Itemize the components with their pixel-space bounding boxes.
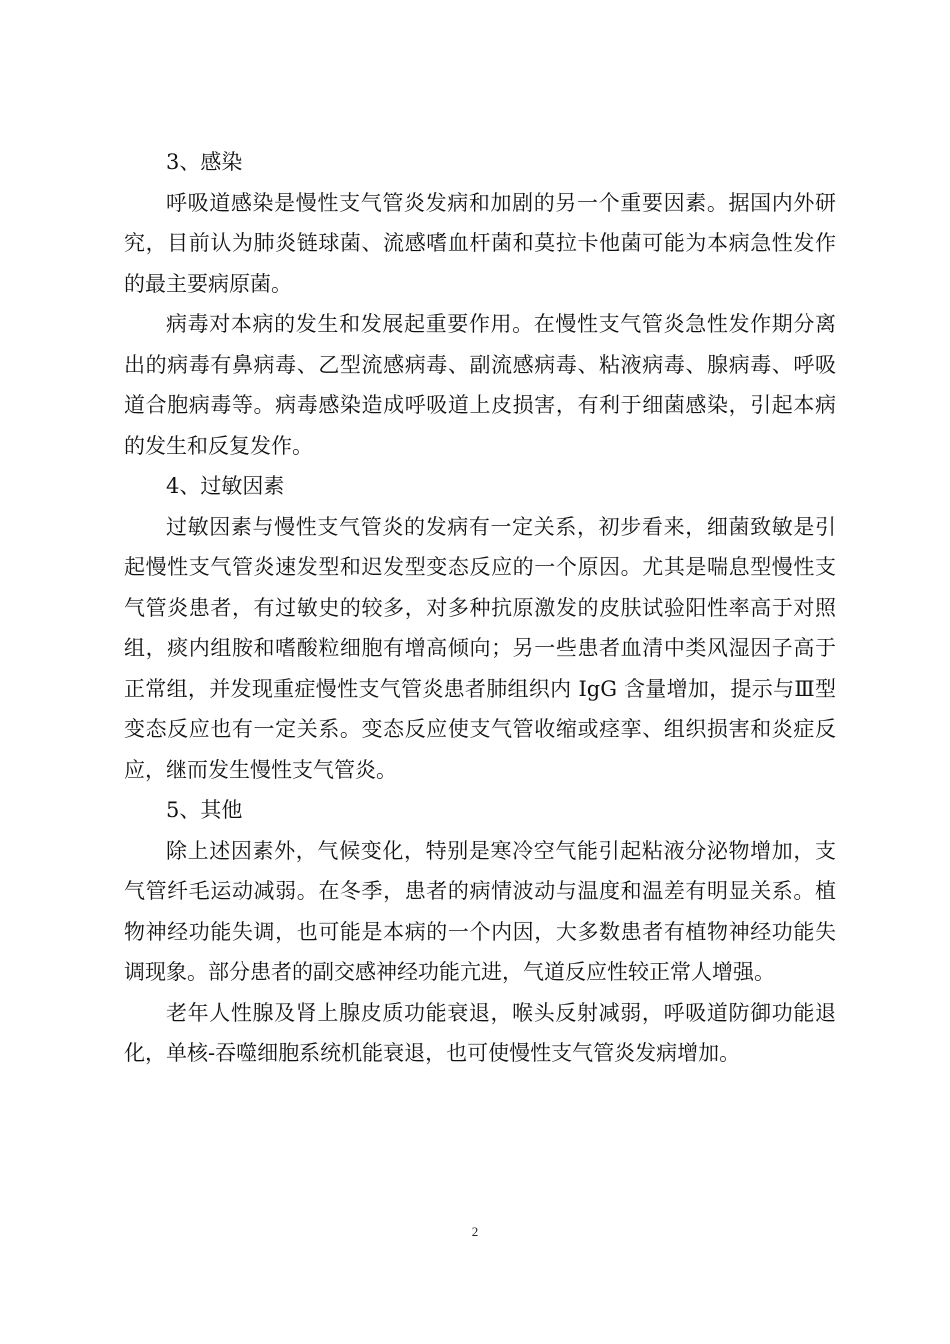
paragraph-allergy: 过敏因素与慢性支气管炎的发病有一定关系，初步看来，细菌致敏是引起慢性支气管炎速发型和迟发型变态反应的一个原因。尤其是喘息型慢性支气管炎患者，有过敏史的较多，对多种抗原激发的皮肤试验阳性率高于对照组，痰内组胺和嗜酸粒细胞有增高倾向；另一些患者血清中类风湿因子高于正常组，并发现重症慢性支气管炎患者肺组织内 IgG 含量增加，提示与Ⅲ型变态反应也有一定关系。变态反应使支气管收缩或痉挛、组织损害和炎症反应，继而发生慢性支气管炎。 [124,514,836,782]
document-body [124,142,836,1074]
section-heading-other: 5、其他 [166,798,243,822]
paragraph-infection-bacteria: 呼吸道感染是慢性支气管炎发病和加剧的另一个重要因素。据国内外研究，目前认为肺炎链球菌、流感嗜血杆菌和莫拉卡他菌可能为本病急性发作的最主要病原菌。 [124,190,836,296]
paragraph-other-climate: 除上述因素外，气候变化，特别是寒冷空气能引起粘液分泌物增加，支气管纤毛运动减弱。在冬季，患者的病情波动与温度和温差有明显关系。植物神经功能失调，也可能是本病的一个内因，大多数患者有植物神经功能失调现象。部分患者的副交感神经功能亢进，气道反应性较正常人增强。 [124,838,836,984]
paragraph-infection-virus: 病毒对本病的发生和发展起重要作用。在慢性支气管炎急性发作期分离出的病毒有鼻病毒、乙型流感病毒、副流感病毒、粘液病毒、腺病毒、呼吸道合胞病毒等。病毒感染造成呼吸道上皮损害，有利于细菌感染，引起本病的发生和反复发作。 [124,312,836,458]
section-heading-allergy: 4、过敏因素 [166,474,285,498]
section-heading-infection: 3、感染 [166,150,243,174]
paragraph-other-aging: 老年人性腺及肾上腺皮质功能衰退，喉头反射减弱，呼吸道防御功能退化，单核-吞噬细胞系统机能衰退，也可使慢性支气管炎发病增加。 [124,1000,836,1065]
page-number: 2 [471,1224,479,1239]
